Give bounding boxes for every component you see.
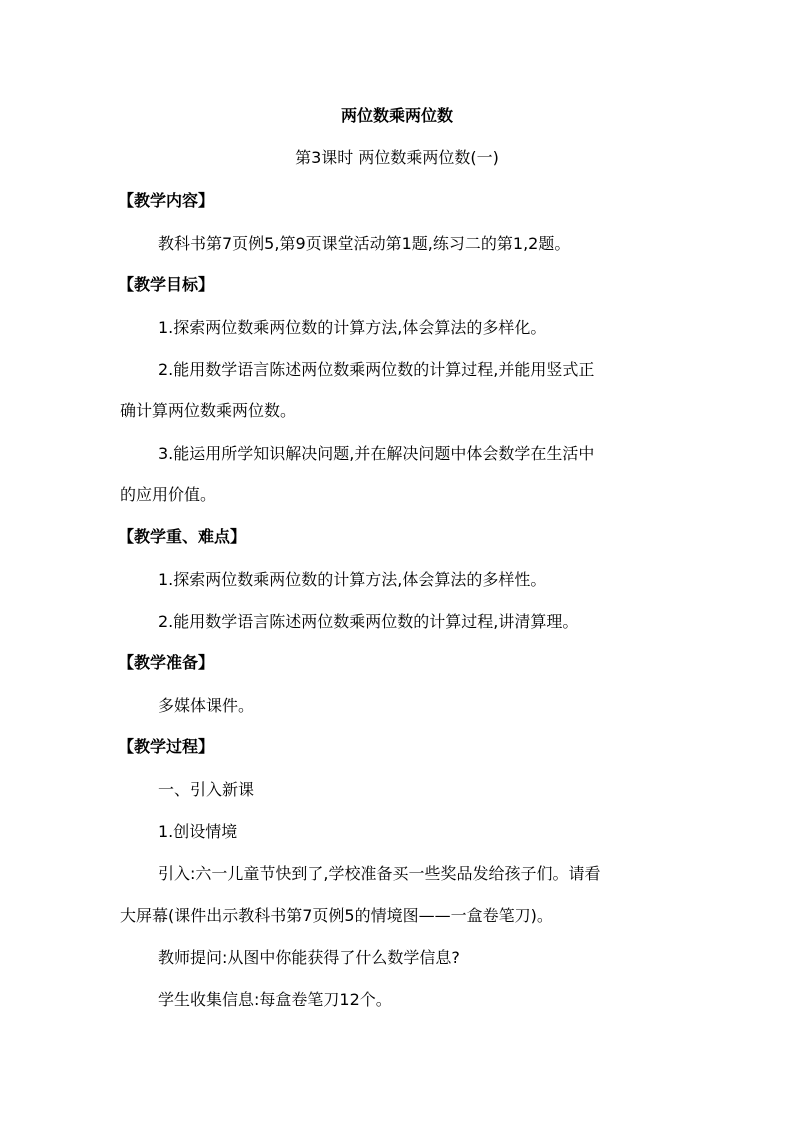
objective-line: 3.能运用所学知识解决问题,并在解决问题中体会数学在生活中 bbox=[158, 444, 595, 463]
section-heading-key-points: 【教学重、难点】 bbox=[118, 527, 247, 546]
section-heading-objectives: 【教学目标】 bbox=[118, 275, 215, 294]
objective-line: 2.能用数学语言陈述两位数乘两位数的计算过程,并能用竖式正 bbox=[158, 360, 595, 379]
process-line: 学生收集信息:每盒卷笔刀12个。 bbox=[158, 990, 392, 1009]
objective-line-continued: 确计算两位数乘两位数。 bbox=[120, 401, 297, 420]
content-line: 教科书第7页例5,第9页课堂活动第1题,练习二的第1,2题。 bbox=[158, 234, 571, 253]
section-heading-process: 【教学过程】 bbox=[118, 737, 215, 756]
key-point-line: 1.探索两位数乘两位数的计算方法,体会算法的多样性。 bbox=[158, 570, 547, 589]
process-line: 1.创设情境 bbox=[158, 822, 238, 841]
document-title: 两位数乘两位数 bbox=[340, 106, 453, 125]
key-point-line: 2.能用数学语言陈述两位数乘两位数的计算过程,讲清算理。 bbox=[158, 612, 579, 631]
process-line: 一、引入新课 bbox=[158, 780, 255, 799]
objective-line-continued: 的应用价值。 bbox=[120, 485, 217, 504]
process-line: 教师提问:从图中你能获得了什么数学信息? bbox=[158, 948, 460, 967]
preparation-line: 多媒体课件。 bbox=[158, 696, 255, 715]
lesson-subtitle: 第3课时 两位数乘两位数(一) bbox=[295, 148, 499, 167]
objective-line: 1.探索两位数乘两位数的计算方法,体会算法的多样化。 bbox=[158, 318, 547, 337]
section-heading-content: 【教学内容】 bbox=[118, 191, 215, 210]
process-line: 引入:六一儿童节快到了,学校准备买一些奖品发给孩子们。请看 bbox=[158, 864, 601, 883]
section-heading-preparation: 【教学准备】 bbox=[118, 653, 215, 672]
process-line-continued: 大屏幕(课件出示教科书第7页例5的情境图——一盒卷笔刀)。 bbox=[120, 906, 553, 925]
